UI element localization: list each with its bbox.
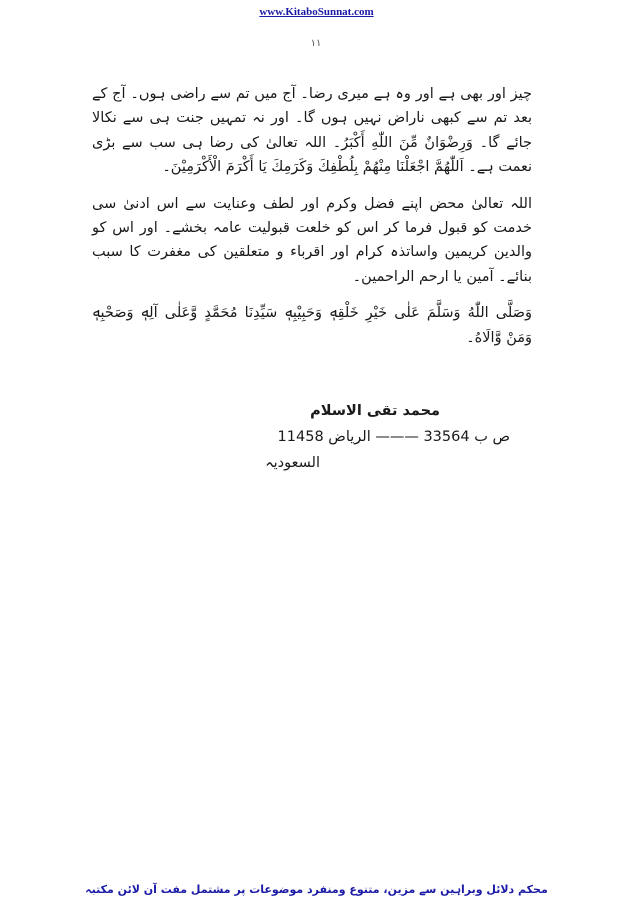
site-url-link[interactable]: www.KitaboSunnat.com — [259, 6, 374, 18]
paragraph-3-durood: وَصَلَّى اللّٰهُ وَسَلَّمَ عَلٰى خَيْرِ خَلْقِهٖ وَحَبِيْبِهٖ سَيِّدِنَا مُحَمَّدٍ وَّعَلٰى آلِهٖ وَصَحْبِهٖ وَمَنْ وَّالَاهُ۔ — [92, 305, 532, 346]
paragraph-1: چیز اور بھی ہے اور وہ ہے میری رضا۔ آج میں تم سے راضی ہوں۔ آج کے بعد تم سے کبھی ناراض نہیں ہوں گا۔ اور نہ تمہیں جنت ہی سے نکالا جائے گا۔ وَرِضْوَانٌ مِّنَ اللّٰهِ أَكْبَرُ۔ اللہ تعالیٰ کی رضا ہی سب سے بڑی نعمت ہے۔ اَللّٰهُمَّ اجْعَلْنَا مِنْهُمْ بِلُطْفِكَ وَكَرَمِكَ يَا أَكْرَمَ الْأَكْرَمِيْنَ۔ — [92, 86, 532, 176]
postal-address: ص ب 33564 ——— الریاض 11458 — [277, 429, 510, 445]
document-body — [92, 82, 532, 362]
paragraph-2: اللہ تعالیٰ محض اپنے فضل وکرم اور لطف وعنایت سے اس ادنیٰ سی خدمت کو قبول فرما کر اس کو خلعت قبولیت عامہ بخشے۔ اور اس کو والدین کریمین واساتذہ کرام اور اقرباء و متعلقین کی مغفرت کا سبب بنائے۔ آمین یا ارحم الراحمین۔ — [92, 195, 532, 285]
footer-tagline: محکم دلائل وبراہین سے مزین، متنوع ومنفرد موضوعات پر مشتمل مفت آن لائن مکتبہ — [85, 883, 548, 896]
country: السعودیہ — [265, 455, 320, 471]
page-number: ۱۱ — [310, 38, 322, 49]
author-name: محمد تقی الاسلام — [310, 403, 440, 419]
signature-block — [180, 398, 510, 476]
